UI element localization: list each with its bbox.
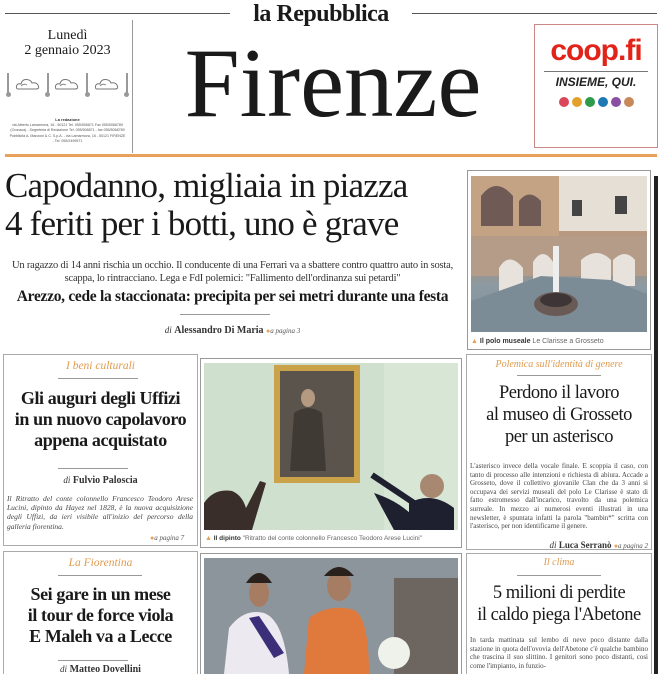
football-image bbox=[204, 558, 458, 674]
lead-headline-line1: Capodanno, migliaia in piazza bbox=[5, 166, 408, 205]
triangle-icon: ▲ bbox=[471, 338, 478, 345]
triangle-icon: ▲ bbox=[205, 535, 212, 542]
grosseto-byline: di Luca Serranò ● a pagina 2 bbox=[470, 540, 648, 550]
grosseto-kicker-rule bbox=[517, 375, 601, 376]
courtyard-image bbox=[471, 176, 647, 332]
uffizi-page-ref[interactable]: ● a pagina 7 bbox=[150, 534, 184, 542]
painting-image bbox=[204, 363, 458, 530]
fiorentina-author: Matteo Dovellini bbox=[69, 664, 141, 674]
ad-brand: coop.fi bbox=[550, 34, 642, 67]
imprint-title: La redazione bbox=[55, 117, 80, 122]
clima-kicker: Il clima bbox=[543, 557, 575, 568]
uffizi-kicker-rule bbox=[58, 378, 138, 379]
thermometer-icon bbox=[7, 73, 9, 95]
imprint-text: via Alberto Lamarmora, 16 - 50121 Tel. 055/506871 Fax 055/5068789 (Cronaca) - Segreteria di Redazione Tel. 055/506871 - fax 055/5068789 Pubblicità A. Manzoni & C. S.p.A. - via Lamarmora, 16 - 50121 FIRENZE - Tel. 055/2499571 bbox=[9, 122, 126, 143]
lead-byline-rule bbox=[180, 314, 270, 315]
date-weather-box bbox=[3, 20, 133, 153]
grosseto-body: L'asterisco invece della vocale finale. E scoppia il caso, con tanto di processo alle intenzioni e richiesta di abiura. Accade a Grosseto, dove il collettivo giovanile Clan che da 3 anni si occupava dei servizi museali del polo Le Clarisse è stato di fatto estromesso dall'incarico, travolto da una polemica surreale. In mezzo ai numerosi eventi illustrati in una newsletter, è spuntata infatti la parola "bambin*" scritta con l'asterisco, per non identificarne il genere. bbox=[470, 462, 648, 531]
ad-tagline: INSIEME, QUI. bbox=[555, 75, 637, 89]
edition-title: Firenze bbox=[184, 29, 482, 138]
uffizi-body: Il Ritratto del conte colonnello Francesco Teodoro Arese Lucini, dipinto da Hayez nel 1828, è la nuova acquisizione degli Uffizi, da ieri visibile all'inizio del percorso della galleria fiorentina. bbox=[7, 494, 193, 531]
imprint bbox=[3, 117, 132, 145]
fiorentina-byline-rule bbox=[58, 660, 128, 661]
uffizi-author: Fulvio Paloscia bbox=[72, 475, 138, 486]
cloud-icon bbox=[54, 77, 80, 91]
uffizi-byline-rule bbox=[58, 468, 128, 469]
fiorentina-byline: di Matteo Dovellini bbox=[60, 664, 141, 674]
masthead-rule-left bbox=[5, 13, 230, 14]
lead-byline: di Alessandro Di Maria ● a pagina 3 bbox=[5, 325, 460, 336]
uffizi-kicker: I beni culturali bbox=[66, 360, 135, 372]
lead-summary: Un ragazzo di 14 anni rischia un occhio. Il conducente di una Ferrari va a sbattere contro quattro auto in sosta, scappa, lo rintracciano. Lega e FdI polemici: "Fallimento dell'ordinanza sui petardi" bbox=[12, 260, 453, 284]
lead-subhead[interactable]: Arezzo, cede la staccionata: precipita per sei metri durante una festa bbox=[16, 288, 449, 305]
thermometer-icon bbox=[47, 73, 49, 95]
grosseto-kicker: Polemica sull'identità di genere bbox=[495, 359, 623, 370]
lead-author: Alessandro Di Maria bbox=[174, 325, 264, 336]
fiorentina-headline[interactable]: Sei gare in un mese il tour de force viola E Maleh va a Lecce bbox=[27, 584, 174, 646]
dot-icon bbox=[559, 97, 569, 107]
lead-photo[interactable] bbox=[471, 176, 647, 332]
grosseto-headline[interactable]: Perdono il lavoro al museo di Grosseto per un asterisco bbox=[486, 383, 632, 447]
weather-strip bbox=[3, 73, 132, 95]
uffizi-headline[interactable]: Gli auguri degli Uffizi in un nuovo capolavoro appena acquistato bbox=[14, 388, 187, 450]
clima-body: In tarda mattinata sul lembo di neve poco distante dalla stazione in quota dell'ovovia dell'Abetone c'è qualche bambino che trascina il suo slittino. I genitori sono poco distanti, così come l'impianto, in funzio- bbox=[470, 636, 648, 670]
fiorentina-kicker-rule bbox=[58, 575, 142, 576]
coop-ad[interactable] bbox=[534, 24, 658, 148]
cloud-icon bbox=[94, 77, 120, 91]
dot-icon bbox=[585, 97, 595, 107]
date-day: Lunedì bbox=[47, 28, 88, 43]
brand-logo: la Repubblica bbox=[253, 1, 389, 27]
lead-headline[interactable] bbox=[5, 167, 460, 243]
dot-icon bbox=[572, 97, 582, 107]
uffizi-byline: di Fulvio Paloscia bbox=[63, 475, 138, 486]
grosseto-author: Luca Serranò bbox=[558, 540, 612, 550]
clima-kicker-rule bbox=[517, 575, 601, 576]
masthead-divider bbox=[5, 154, 657, 157]
football-photo[interactable] bbox=[204, 558, 458, 674]
painting-photo[interactable] bbox=[204, 363, 458, 530]
dot-icon bbox=[611, 97, 621, 107]
clima-headline[interactable]: 5 milioni di perdite il caldo piega l'Abetone bbox=[477, 583, 641, 625]
grosseto-page-ref[interactable]: ● a pagina 2 bbox=[614, 542, 648, 550]
dot-icon bbox=[624, 97, 634, 107]
ad-dots bbox=[559, 97, 634, 107]
ad-divider bbox=[544, 71, 648, 72]
lead-photo-caption: ▲ Il polo museale Le Clarisse a Grosseto bbox=[471, 338, 604, 345]
cloud-icon bbox=[15, 77, 41, 91]
fiorentina-kicker: La Fiorentina bbox=[68, 557, 133, 569]
masthead-rule-right bbox=[412, 13, 657, 14]
page-edge bbox=[654, 176, 658, 674]
lead-headline-line2: 4 feriti per i botti, uno è grave bbox=[5, 204, 399, 243]
thermometer-icon bbox=[126, 73, 128, 95]
lead-page-ref[interactable]: ● a pagina 3 bbox=[266, 327, 300, 335]
dot-icon bbox=[598, 97, 608, 107]
thermometer-icon bbox=[86, 73, 88, 95]
painting-photo-caption: ▲ Il dipinto "Ritratto del conte colonnello Francesco Teodoro Arese Lucini" bbox=[205, 535, 423, 542]
date-full: 2 gennaio 2023 bbox=[24, 43, 111, 58]
